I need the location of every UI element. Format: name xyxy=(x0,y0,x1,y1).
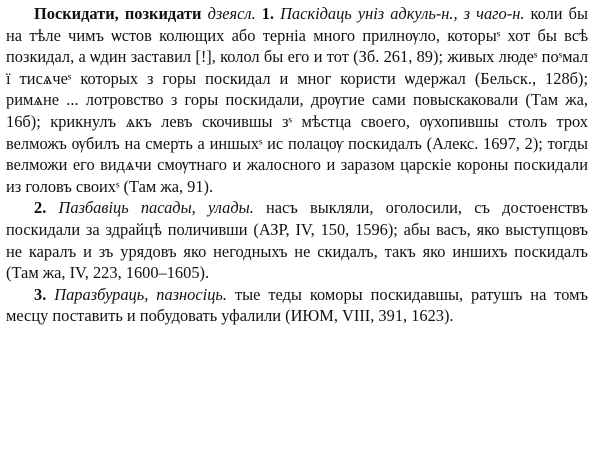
sense-number: 2. xyxy=(34,198,47,218)
sense-number: 1. xyxy=(261,4,275,23)
sense-citations: коли бы на тѣле чимъ ѡстов колющих або терніа много прилнѹло, которыˢ хот бы всѣ позкидал, а ѡдин заставил [!], колол бы его и тот (Зб. 261, 89); живых людеˢ поˢмал ї тисѧчеˢ которых з горы поскидал и мног користи ѡдержал (Бельск., 128б); римѧне ... лотровство з горы поскидали, дрѹгие сами повыскаковали (Там жа, 16б); крикнулъ ѧкъ левъ скочившы зˢ мѣстца своего, ѹхопившы столъ трох велможъ ѹбилъ на смерть а иншыхˢ ис полацѹ поскидалъ (Алекс. 1697, 2); тогды велможи его видѧчи смѹтнаго и жалосного и заразом царскіе короны поскидали из головъ своихˢ (Там жа, 91). xyxy=(6,4,588,196)
part-of-speech: дзеясл. xyxy=(207,4,256,23)
sense-citations: тые теды коморы поскидавшы, ратушъ на томъ месцу поставить и побудовать уфалили (ИЮМ, VIII, 391, 1623). xyxy=(6,284,588,326)
sense-number: 3. xyxy=(34,284,47,304)
sense-gloss: Пазбавіць пасады, улады. xyxy=(58,198,254,218)
sense-gloss: Паскідаць уніз адкуль-н., з чаго-н. xyxy=(280,4,525,23)
sense-citations: насъ выкляли, оголосили, съ достоенствъ поскидали за здрайцѣ поличивши (АЗР, IV, 150, 1596); абы васъ, яко выступцовъ не каралъ и зъ урядовъ яко негодныхъ не скидалъ, такъ яко иншихъ поскидалъ (Там жа, IV, 223, 1600–1605). xyxy=(6,198,588,283)
sense-3-paragraph xyxy=(6,284,588,327)
headword: Поскидати, позкидати xyxy=(34,4,202,23)
sense-gloss: Паразбураць, пазносіць. xyxy=(54,284,227,304)
sense-2-paragraph xyxy=(6,197,588,283)
sense-1-paragraph xyxy=(6,3,588,197)
